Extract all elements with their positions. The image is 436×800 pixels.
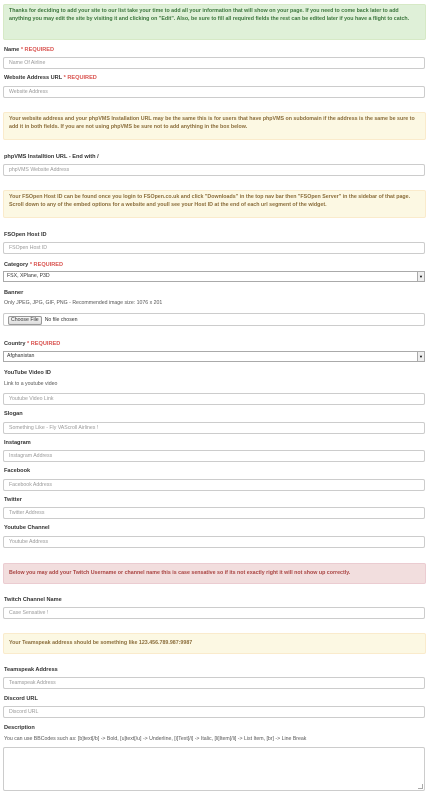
name-label (4, 47, 54, 53)
phpvms-alert: Your website address and your phpVMS Installation URL may be the same this is for users that have phpVMS on subdomain if the address is the same be sure to add it in both fields. If you are not using phpVMS be sure not to add anything in the box below. (3, 112, 426, 140)
twitter-label: Twitter (4, 497, 22, 503)
country-value: Afghanistan (7, 353, 35, 359)
instagram-input[interactable]: Instagram Address (3, 450, 425, 462)
required-marker: * REQUIRED (27, 341, 61, 347)
youtube-video-label: YouTube Video ID (4, 370, 51, 376)
twitch-label: Twitch Channel Name (4, 597, 62, 603)
website-input[interactable]: Website Address (3, 86, 425, 98)
description-textarea[interactable] (3, 747, 425, 791)
resize-grip-icon[interactable] (418, 784, 423, 789)
slogan-input[interactable]: Something Like - Fly VAScroll Airlines ! (3, 422, 425, 434)
twitch-alert: Below you may add your Twitch Username or channel name this is case sensative so if its not exactly right it will not show up correctly. (3, 563, 426, 584)
required-marker: * REQUIRED (29, 262, 64, 268)
category-label-text: Category (4, 262, 29, 268)
instagram-label: Instagram (4, 440, 31, 446)
website-label-text: Website Address URL (4, 75, 63, 81)
file-status: No file chosen (44, 317, 78, 323)
description-help: You can use BBCodes such as: [b]text[/b] -> Bold, [u]text[/u] -> Underline, [i]Text[/i] -> Italic, [li]Item[/li] -> List Item, [br] -> Line Break (4, 736, 307, 742)
country-label-text: Country (4, 341, 26, 347)
twitch-input[interactable]: Case Sensative ! (3, 607, 425, 619)
name-label-text: Name (4, 47, 20, 53)
teamspeak-label: Teamspeak Address (4, 667, 58, 673)
dropdown-arrow-icon: ▼ (417, 352, 424, 361)
banner-file-input[interactable] (3, 313, 425, 326)
category-select[interactable] (3, 271, 425, 282)
slogan-label: Slogan (4, 411, 23, 417)
fsopen-alert: Your FSOpen Host ID can be found once you login to FSOpen.co.uk and click "Downloads" in the top nav bar then "FSOpen Server" in the sidebar of that page. Scroll down to any of the embed options for a website and youll see your Host ID at the end of each url segment of the widget. (3, 190, 426, 218)
dropdown-arrow-icon: ▼ (417, 272, 424, 281)
banner-help: Only JPEG, JPG, GIF, PNG - Recommended image size: 1076 x 201 (4, 300, 163, 306)
facebook-input[interactable]: Facebook Address (3, 479, 425, 491)
banner-label: Banner (4, 290, 24, 296)
youtube-video-input[interactable]: Youtube Video Link (3, 393, 425, 405)
required-marker: * REQUIRED (20, 47, 55, 53)
phpvms-label: phpVMS Installtion URL - End with / (4, 154, 99, 160)
teamspeak-input[interactable]: Teamspeak Address (3, 677, 425, 689)
category-label (4, 262, 63, 268)
fsopen-input[interactable]: FSOpen Host ID (3, 242, 425, 254)
youtube-channel-label: Youtube Channel (4, 525, 50, 531)
phpvms-input[interactable]: phpVMS Website Address (3, 164, 425, 176)
intro-alert: Thanks for deciding to add your site to our list take your time to add all your information that will show on your page. If you need to come back later to add anything you may edit the site by visiting it and clicking on "Edit". Also, be sure to fill all required fields the rest can be edited later if you have a flight to catch. (3, 4, 426, 40)
name-input[interactable]: Name Of Airline (3, 57, 425, 69)
discord-input[interactable]: Discord URL (3, 706, 425, 718)
category-value: FSX, XPlane, P3D (7, 273, 50, 279)
youtube-channel-input[interactable]: Youtube Address (3, 536, 425, 548)
country-label (4, 341, 60, 347)
teamspeak-alert: Your Teamspeak address should be something like 123.456.789.987:9987 (3, 633, 426, 654)
choose-file-button[interactable]: Choose File (8, 316, 42, 325)
youtube-video-help: Link to a youtube video (4, 381, 58, 387)
website-label (4, 75, 97, 81)
country-select[interactable] (3, 351, 425, 362)
required-marker: * REQUIRED (63, 75, 97, 81)
discord-label: Discord URL (4, 696, 38, 702)
fsopen-label: FSOpen Host ID (4, 232, 47, 238)
facebook-label: Facebook (4, 468, 31, 474)
description-label: Description (4, 725, 35, 731)
twitter-input[interactable]: Twitter Address (3, 507, 425, 519)
